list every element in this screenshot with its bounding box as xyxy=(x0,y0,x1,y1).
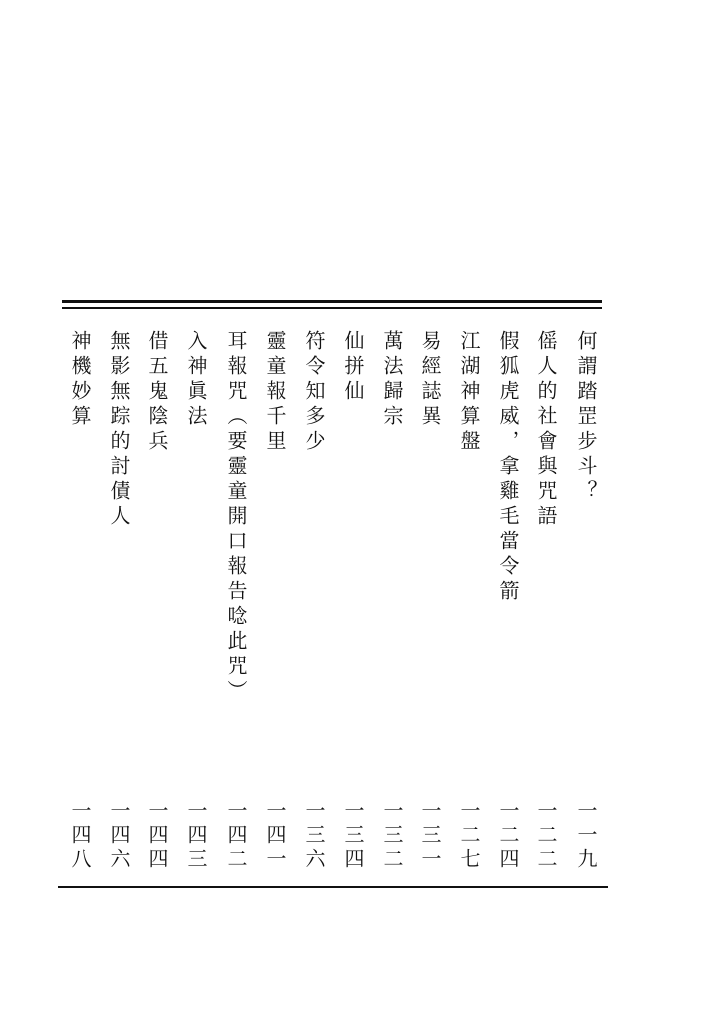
entry-page-number: 一三一 xyxy=(418,800,442,872)
entry-page-number: 一二二 xyxy=(534,800,558,872)
entry-title: 假狐虎威，拿雞毛當令箭 xyxy=(496,330,520,605)
entry-title: 符令知多少 xyxy=(302,330,326,455)
entry-page-number: 一二四 xyxy=(496,800,520,872)
entry-page-number: 一四六 xyxy=(107,800,131,872)
entry-title: 耳報咒（要靈童開口報告唸此咒） xyxy=(224,330,248,705)
entry-page-number: 一四二 xyxy=(224,800,248,872)
entry-title: 借五鬼陰兵 xyxy=(145,330,169,455)
entry-page-number: 一一九 xyxy=(574,800,598,872)
entry-title: 仙拼仙 xyxy=(341,330,365,405)
entry-title: 何謂踏罡步斗？ xyxy=(574,330,598,505)
bottom-rule xyxy=(58,886,608,888)
entry-page-number: 一四四 xyxy=(145,800,169,872)
entry-page-number: 一三四 xyxy=(341,800,365,872)
entry-title: 神機妙算 xyxy=(68,330,92,430)
entry-title: 易經誌異 xyxy=(418,330,442,430)
top-double-rule-outer xyxy=(62,300,602,303)
entry-title: 江湖神算盤 xyxy=(457,330,481,455)
entry-page-number: 一二七 xyxy=(457,800,481,872)
entry-page-number: 一四三 xyxy=(184,800,208,872)
entry-title: 入神眞法 xyxy=(184,330,208,430)
entry-page-number: 一三六 xyxy=(302,800,326,872)
entry-title: 靈童報千里 xyxy=(263,330,287,455)
top-double-rule-inner xyxy=(62,307,602,309)
entry-title: 無影無踪的討債人 xyxy=(107,330,131,530)
entry-page-number: 一三二 xyxy=(380,800,404,872)
entry-title: 傜人的社會與咒語 xyxy=(534,330,558,530)
entry-page-number: 一四一 xyxy=(263,800,287,872)
entry-page-number: 一四八 xyxy=(68,800,92,872)
entry-title: 萬法歸宗 xyxy=(380,330,404,430)
